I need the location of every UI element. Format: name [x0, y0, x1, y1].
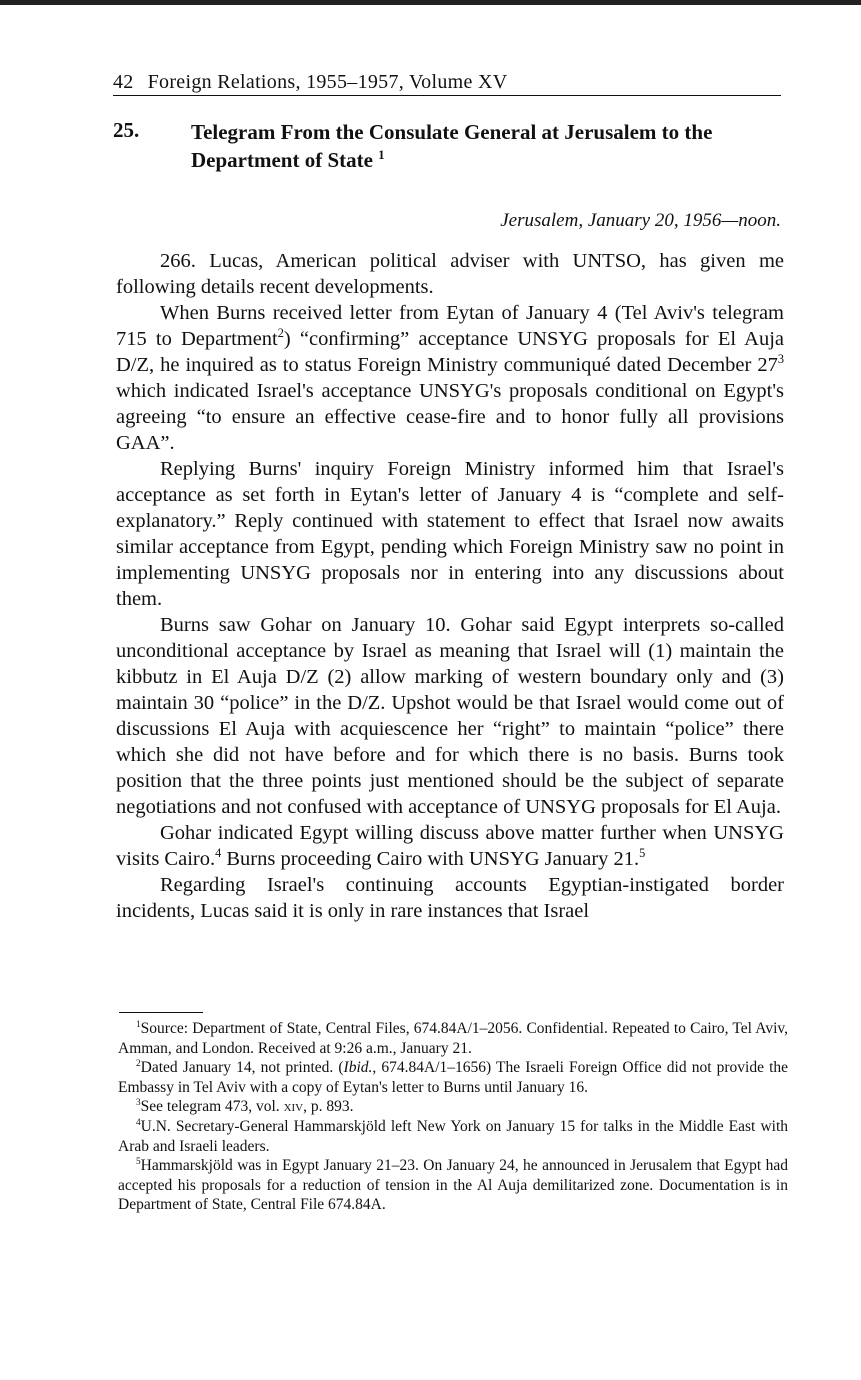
footnote-text: Source: Department of State, Central Files, 674.84A/1–2056. Confidential. Repeated to Cairo, Tel Aviv, Amman, and London. Received at 9:26 a.m., January 21.: [118, 1020, 788, 1057]
paragraph-text: which indicated Israel's acceptance UNSYG's proposals conditional on Egypt's agreeing “to ensure an effective cease-fire and to honor fully all provisions GAA”.: [116, 380, 784, 454]
footnote-1: [118, 1019, 788, 1058]
footnote-number: 5: [136, 1157, 141, 1167]
document-title: [191, 118, 791, 174]
paragraph: Replying Burns' inquiry Foreign Ministry informed him that Israel's acceptance as set forth in Eytan's letter of January 4 is “complete and self-explanatory.” Reply continued with statement to effect that Israel now awaits similar acceptance from Egypt, pending which Foreign Ministry saw no point in implementing UNSYG proposals nor in entering into any discussions about them.: [116, 458, 784, 610]
dateline: Jerusalem, January 20, 1956—noon.: [500, 210, 781, 231]
footnotes: [118, 1019, 788, 1215]
footnote-text: See telegram 473, vol.: [140, 1098, 284, 1116]
telegram-body: [116, 248, 784, 924]
footnote-ref[interactable]: 5: [639, 846, 646, 861]
paragraph: [116, 300, 784, 456]
footnote-volume: xiv: [283, 1098, 304, 1116]
footnote-4: [118, 1117, 788, 1156]
footnote-ref[interactable]: 4: [215, 846, 222, 861]
document-number: 25.: [113, 118, 140, 142]
paragraph-text: Gohar indicated Egypt willing discuss above matter further when UNSYG visits Cairo.: [116, 822, 784, 870]
footnote-divider: [119, 1012, 203, 1013]
series-title: Foreign Relations, 1955–1957, Volume XV: [147, 71, 508, 93]
title-footnote-ref[interactable]: 1: [378, 148, 385, 162]
document-title-text: Telegram From the Consulate General at Jerusalem to the Department of State: [191, 120, 713, 172]
footnote-number: 2: [136, 1059, 141, 1070]
footnote-number: 3: [136, 1098, 141, 1109]
paragraph: [116, 820, 784, 872]
footnote-3: [118, 1097, 788, 1117]
page-number: 42: [113, 71, 134, 93]
page-edge-rule: [0, 0, 861, 5]
footnote-number: 1: [136, 1019, 141, 1030]
footnote-5: [118, 1156, 788, 1215]
footnote-text: , 674.84A/1–1656) The Israeli Foreign Office did not provide the Embassy in Tel Aviv with a copy of Eytan's letter to Burns until January 16.: [118, 1059, 788, 1096]
paragraph: Regarding Israel's continuing accounts Egyptian-instigated border incidents, Lucas said it is only in rare instances that Israel: [116, 874, 784, 922]
footnote-text: U.N. Secretary-General Hammarskjöld left New York on January 15 for talks in the Middle East with Arab and Israeli leaders.: [118, 1117, 788, 1155]
paragraph: 266. Lucas, American political adviser with UNTSO, has given me following details recent developments.: [116, 250, 784, 298]
footnote-2: [118, 1058, 788, 1097]
paragraph-text: ) “confirming” acceptance UNSYG proposals for El Auja D/Z, he inquired as to status Foreign Ministry communiqué dated December 27: [116, 328, 784, 376]
footnote-ibid: Ibid.: [343, 1059, 373, 1077]
footnote-text: Dated January 14, not printed. (: [140, 1059, 344, 1077]
footnote-text: , p. 893.: [303, 1098, 354, 1116]
paragraph-text: When Burns received letter from Eytan of January 4 (Tel Aviv's telegram 715 to Department: [116, 302, 784, 350]
footnote-text: Hammarskjöld was in Egypt January 21–23. On January 24, he announced in Jerusalem that Egypt had accepted his proposals for a reduction of tension in the Al Auja demilitarized zone. Documentation is in Department of State, Central File 674.84A.: [118, 1157, 788, 1214]
paragraph: Burns saw Gohar on January 10. Gohar said Egypt interprets so-called unconditional acceptance by Israel as meaning that Israel will (1) maintain the kibbutz in El Auja D/Z (2) allow marking of western boundary only and (3) maintain 30 “police” in the D/Z. Upshot would be that Israel would come out of discussions El Auja with acquiescence her “right” to maintain “police” there which she did not have before and for which there is no basis. Burns took position that the three points just mentioned should be the subject of separate negotiations and not confused with acceptance of UNSYG proposals for El Auja.: [116, 614, 784, 818]
paragraph-text: Burns proceeding Cairo with UNSYG January 21.: [221, 848, 640, 870]
footnote-number: 4: [136, 1117, 141, 1128]
footnote-ref[interactable]: 2: [277, 326, 284, 341]
running-head: [113, 70, 781, 96]
footnote-ref[interactable]: 3: [777, 352, 784, 367]
